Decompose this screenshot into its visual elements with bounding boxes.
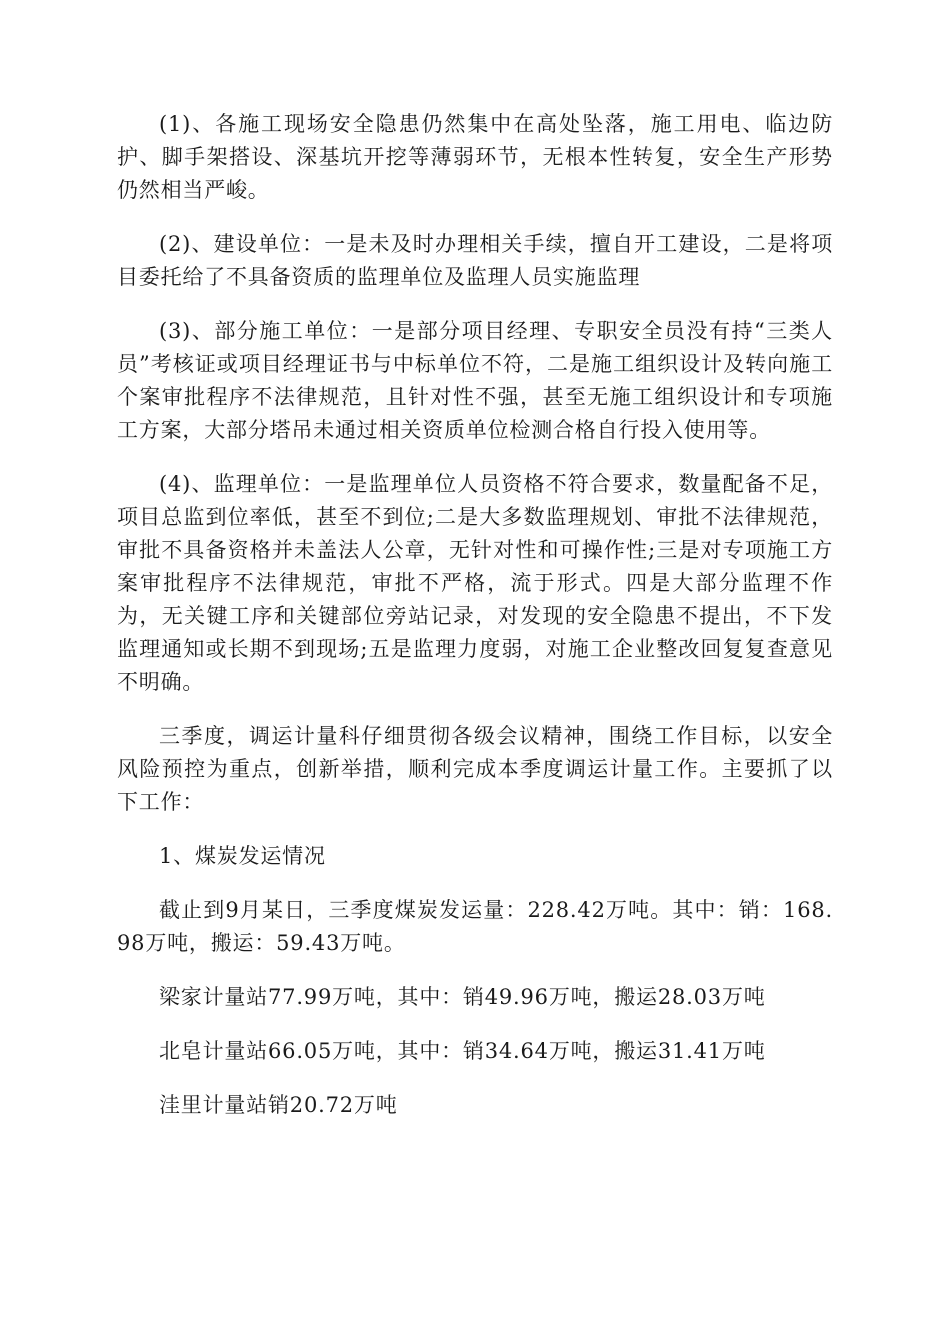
section-heading-coal-shipment: 1、煤炭发运情况: [159, 844, 326, 868]
paragraph-5: 三季度，调运计量科仔细贯彻各级会议精神，围绕工作目标，以安全风险预控为重点，创新举措，顺利完成本季度调运计量工作。主要抓了以下工作：: [117, 724, 833, 814]
paragraph-3: (3)、部分施工单位：一是部分项目经理、专职安全员没有持“三类人员”考核证或项目经理证书与中标单位不符，二是施工组织设计及转向施工个案审批程序不法律规范，且针对性不强，甚至无施工组织设计和专项施工方案，大部分塔吊未通过相关资质单位检测合格自行投入使用等。: [117, 319, 833, 442]
paragraph-station-wali: 洼里计量站销20.72万吨: [159, 1093, 398, 1117]
document-body: [117, 108, 833, 1143]
paragraph-station-liangjia: 梁家计量站77.99万吨，其中：销49.96万吨，搬运28.03万吨: [159, 985, 766, 1009]
paragraph-station-beizao: 北皂计量站66.05万吨，其中：销34.64万吨，搬运31.41万吨: [159, 1039, 766, 1063]
paragraph-1: (1)、各施工现场安全隐患仍然集中在高处坠落，施工用电、临边防护、脚手架搭设、深基坑开挖等薄弱环节，无根本性转复，安全生产形势仍然相当严峻。: [117, 112, 833, 202]
paragraph-shipment-total: 截止到9月某日，三季度煤炭发运量：228.42万吨。其中：销：168.98万吨，搬运：59.43万吨。: [117, 898, 833, 955]
paragraph-2: (2)、建设单位：一是未及时办理相关手续，擅自开工建设，二是将项目委托给了不具备资质的监理单位及监理人员实施监理: [117, 232, 833, 289]
paragraph-4: (4)、监理单位：一是监理单位人员资格不符合要求，数量配备不足，项目总监到位率低，甚至不到位;二是大多数监理规划、审批不法律规范，审批不具备资格并未盖法人公章，无针对性和可操作性;三是对专项施工方案审批程序不法律规范，审批不严格，流于形式。四是大部分监理不作为，无关键工序和关键部位旁站记录，对发现的安全隐患不提出，不下发监理通知或长期不到现场;五是监理力度弱，对施工企业整改回复复查意见不明确。: [117, 472, 833, 694]
